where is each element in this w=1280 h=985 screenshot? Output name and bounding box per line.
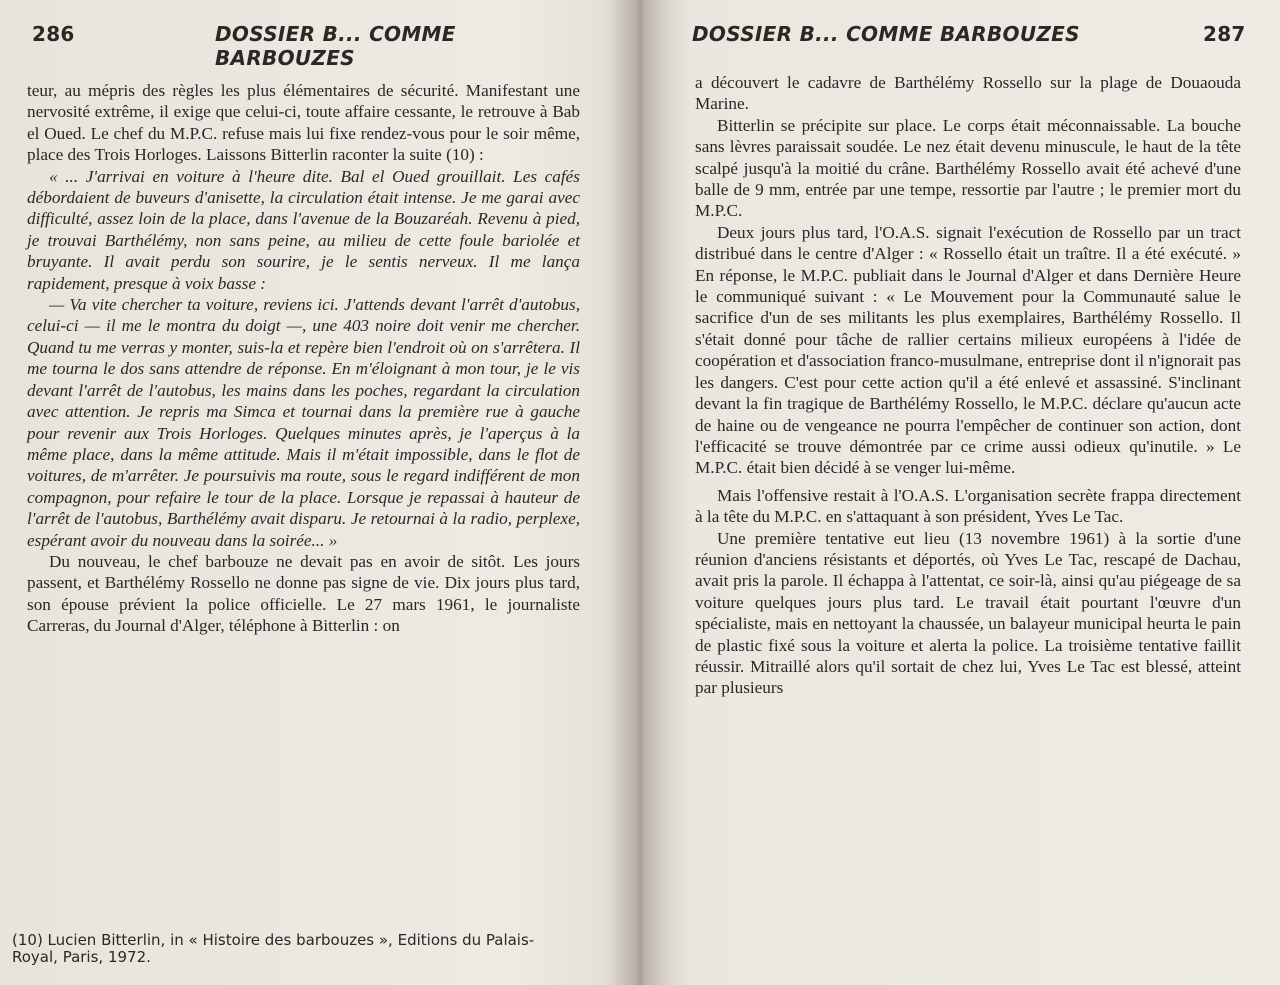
right-running-title: DOSSIER B... COMME BARBOUZES: [692, 22, 1080, 46]
left-running-title: DOSSIER B... COMME BARBOUZES: [215, 22, 456, 70]
right-page: [640, 0, 1280, 985]
paragraph: Mais l'offensive restait à l'O.A.S. L'organisation secrète frappa directement à la tête du M.P.C. en s'attaquant à son président, Yves Le Tac.: [695, 485, 1241, 527]
paragraph: Bitterlin se précipite sur place. Le corps était méconnaissable. La bouche sans lèvres paraissait soudée. Le nez était devenu minuscule, le haut de la tête scalpé jusqu'à la moitié du crâne. Barthélémy Rossello avait été achevé d'une balle de 9 mm, entrée par une tempe, ressortie par l'autre ; le premier mort du M.P.C.: [695, 115, 1241, 221]
paragraph: Du nouveau, le chef barbouze ne devait pas en avoir de sitôt. Les jours passent, et Barthélémy Rossello ne donne pas signe de vie. Dix jours plus tard, son épouse prévient la police officielle. Le 27 mars 1961, le journaliste Carreras, du Journal d'Alger, téléphone à Bitterlin : on: [27, 551, 580, 636]
paragraph: Deux jours plus tard, l'O.A.S. signait l'exécution de Rossello par un tract distribué dans le centre d'Alger : « Rossello était un traître. Il a été exécuté. » En réponse, le M.P.C. publiait dans le Journal d'Alger et dans Dernière Heure le communiqué suivant : « Le Mouvement pour la Communauté salue le sacrifice d'un de ses militants les plus exemplaires, Barthélémy Rossello. Il s'était donné pour tâche de rallier certains milieux européens à l'idée de coopération et d'association franco-musulmane, entreprise dont il n'ignorait pas les dangers. C'est pour cette action qu'il a été enlevé et assassiné. S'inclinant devant la fin tragique de Barthélémy Rossello, le M.P.C. déclare qu'aucun acte de haine ou de vengeance ne pourra l'empêcher de continuer son action, dont l'efficacité se trouve démontrée par ce crime aussi odieux qu'inutile. » Le M.P.C. était bien décidé à se venger lui-même.: [695, 222, 1241, 478]
book-gutter: [612, 0, 668, 985]
right-page-number: 287: [1203, 22, 1246, 46]
left-page-number: 286: [32, 22, 75, 46]
left-body-text: [27, 80, 580, 637]
paragraph: Une première tentative eut lieu (13 novembre 1961) à la sortie d'une réunion d'anciens résistants et déportés, où Yves Le Tac, rescapé de Dachau, avait pris la parole. Il échappa à l'attentat, ce soir-là, ainsi qu'au piégeage de sa voiture quelques jours plus tard. Le travail était pourtant l'œuvre d'un spécialiste, mais en nettoyant la chaussée, un balayeur municipal heurta le pain de plastic fixé sous la voiture et alerta la police. La troisième tentative faillit réussir. Mitraillé alors qu'il sortait de chez lui, Yves Le Tac est blessé, atteint par plusieurs: [695, 528, 1241, 698]
quote-paragraph: « ... J'arrivai en voiture à l'heure dite. Bal el Oued grouillait. Les cafés débordaient de buveurs d'anisette, la circulation était intense. Je me garai avec difficulté, assez loin de la place, dans l'avenue de la Bouzaréah. Revenu à pied, je trouvai Barthélémy, non sans peine, au milieu de cette foule bariolée et bruyante. Il avait perdu son sourire, je le sentis nerveux. Il me lança rapidement, presque à voix basse :: [27, 166, 580, 293]
paragraph: a découvert le cadavre de Barthélémy Rossello sur la plage de Douaouda Marine.: [695, 73, 1241, 114]
right-body-text: [695, 72, 1241, 699]
paragraph: teur, au mépris des règles les plus élémentaires de sécurité. Manifestant une nervosité extrême, il exige que celui-ci, toute affaire cessante, le retrouve à Bab el Oued. Le chef du M.P.C. refuse mais lui fixe rendez-vous pour le soir même, place des Trois Horloges. Laissons Bitterlin raconter la suite (10) :: [27, 81, 580, 165]
footnote: [12, 932, 572, 966]
footnote-text: (10) Lucien Bitterlin, in « Histoire des barbouzes », Editions du Palais-Royal, Paris, 1972.: [12, 931, 535, 966]
quote-paragraph: — Va vite chercher ta voiture, reviens ici. J'attends devant l'arrêt d'autobus, celui-ci — il me le montra du doigt —, une 403 noire doit venir me chercher. Quand tu me verras y monter, suis-la et repère bien l'endroit où on s'arrêtera. Il me tourna le dos sans attendre de réponse. En m'éloignant à mon tour, je le vis devant l'arrêt de l'autobus, les mains dans les poches, regardant la circulation avec attention. Je repris ma Simca et tournai dans la première rue à gauche pour revenir aux Trois Horloges. Quelques minutes après, je l'aperçus à la même place, dans la même attitude. Mais il m'était impossible, dans le flot de voitures, de m'arrêter. Je poursuivis ma route, sous le regard indifférent de mon compagnon, pour refaire le tour de la place. Lorsque je repassai à hauteur de l'arrêt de l'autobus, Barthélémy avait disparu. Je retournai à la radio, perplexe, espérant avoir du nouveau dans la soirée... »: [27, 295, 580, 550]
